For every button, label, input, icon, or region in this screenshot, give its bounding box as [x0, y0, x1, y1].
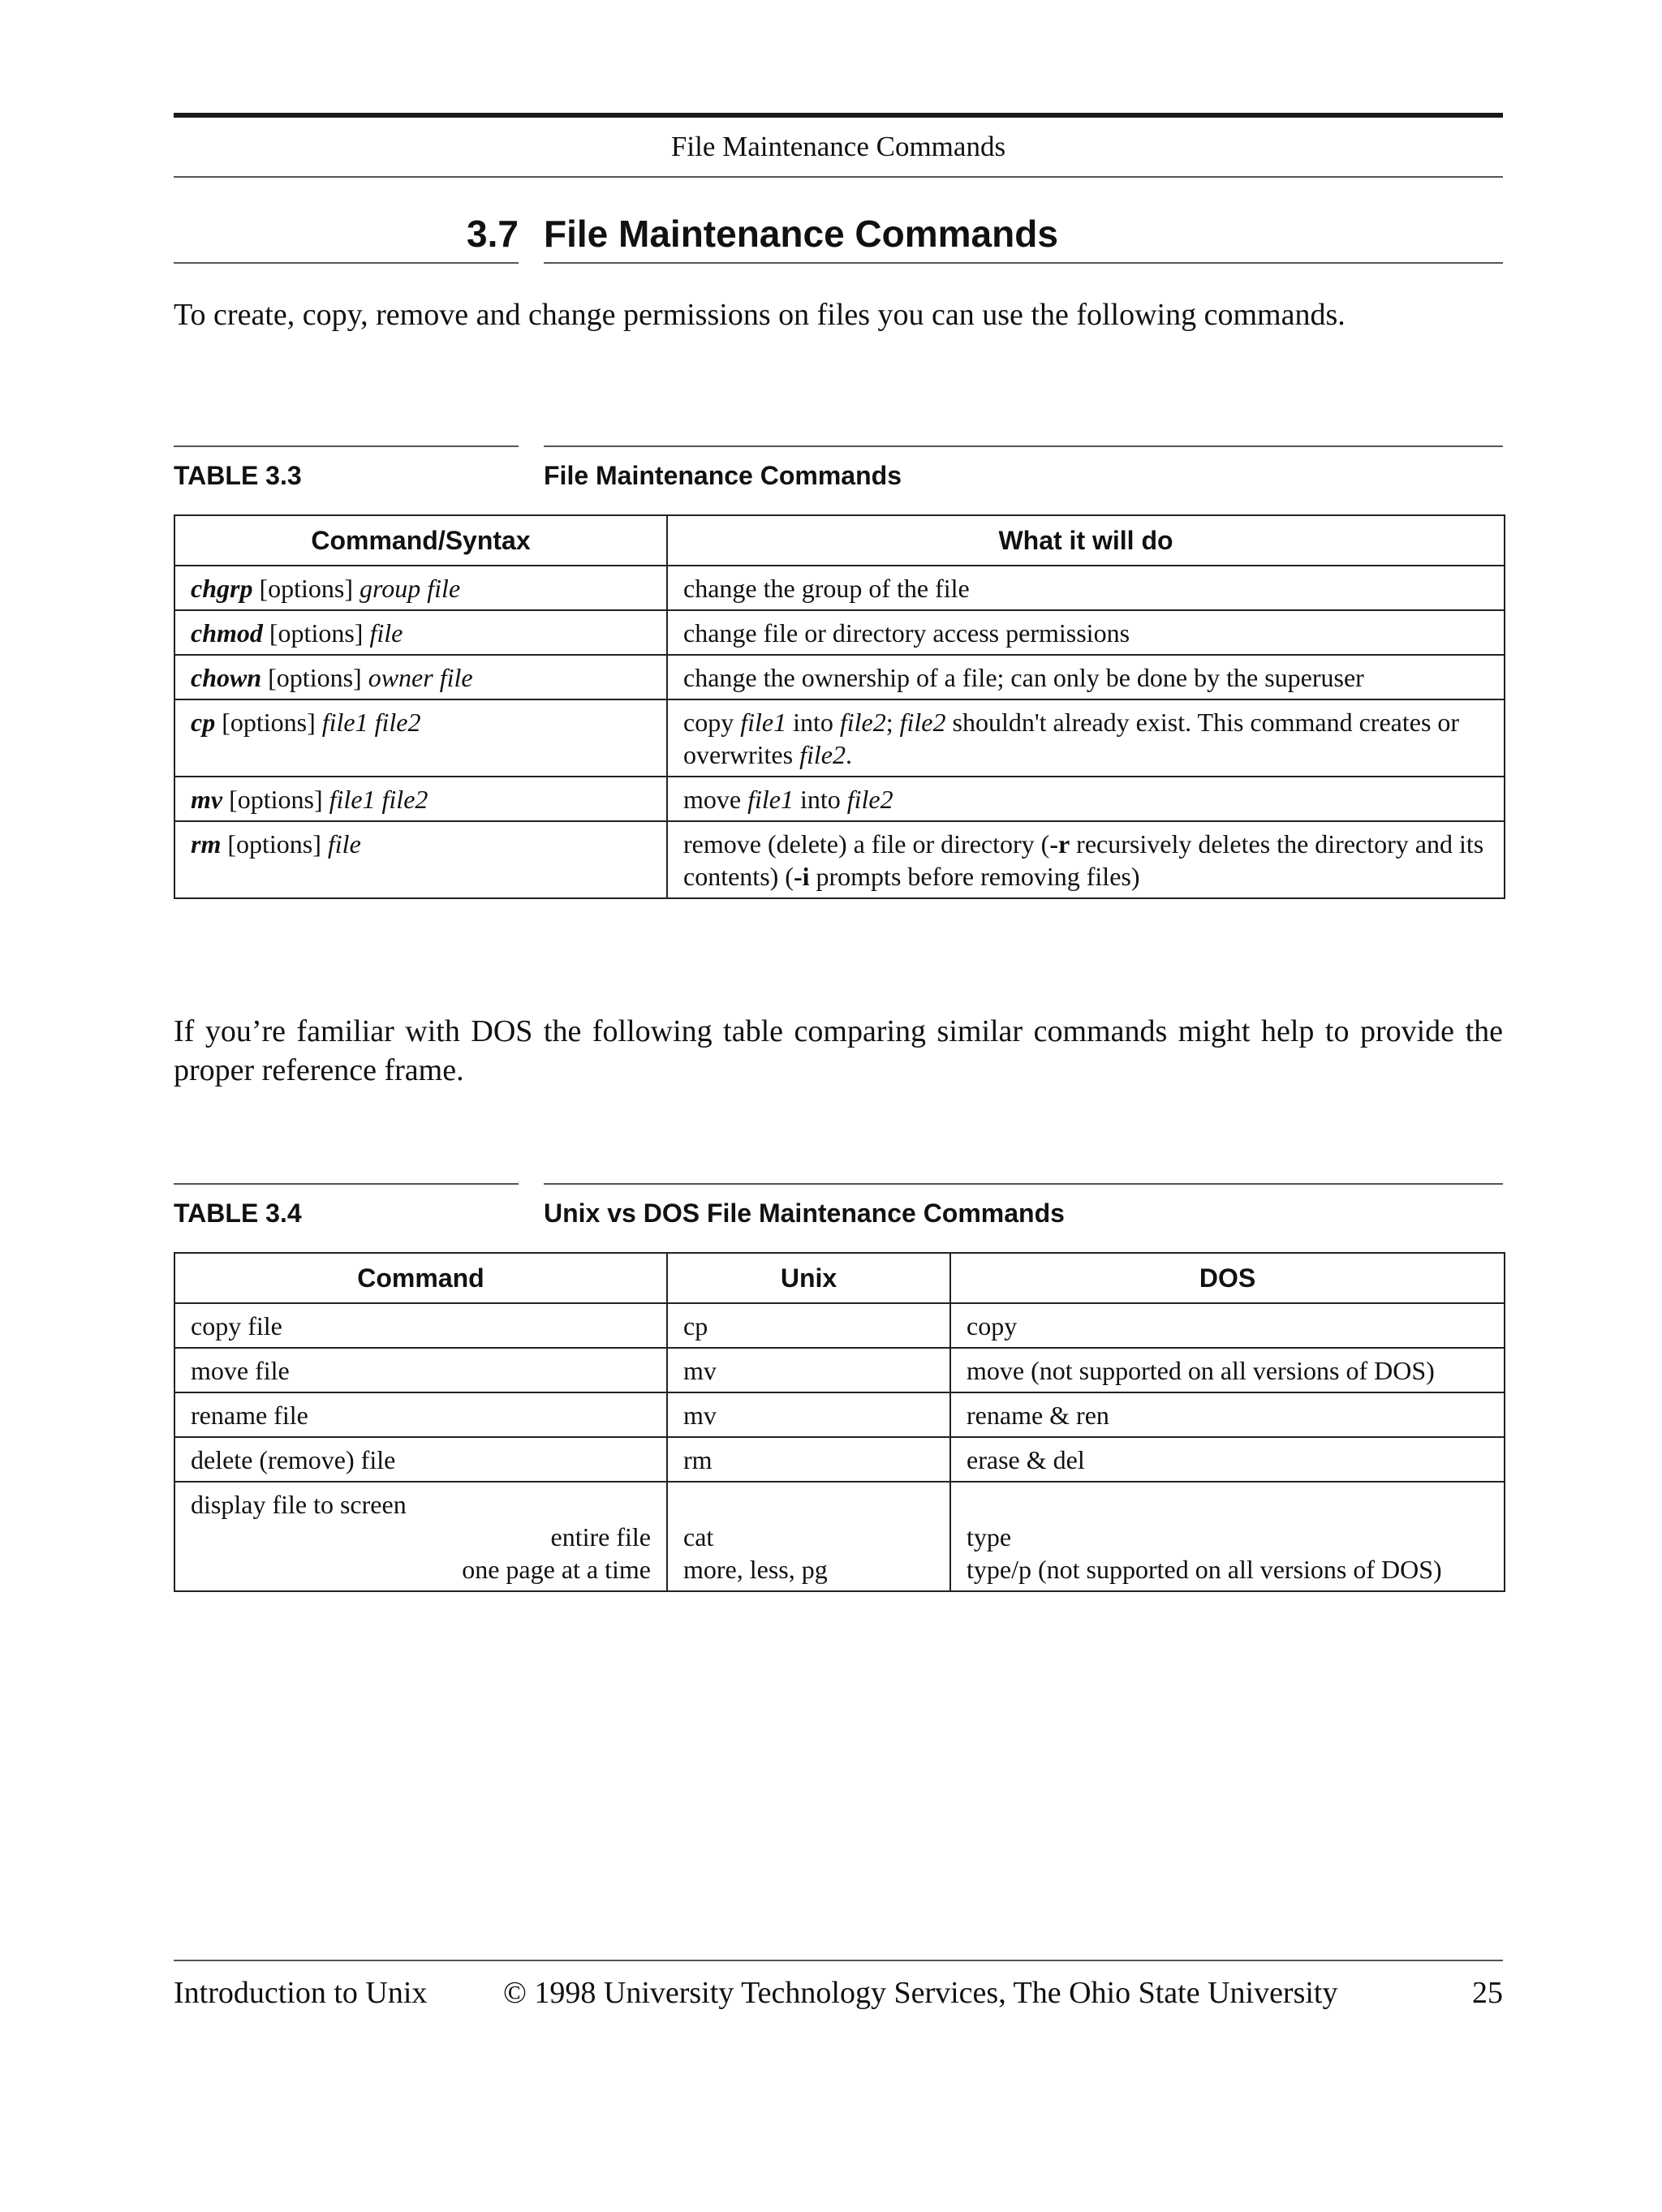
command-args: file1 file2: [321, 708, 421, 737]
table-label: TABLE 3.3: [174, 461, 302, 490]
unix-cell: mv: [667, 1392, 950, 1437]
table-title: Unix vs DOS File Maintenance Commands: [544, 1199, 1065, 1228]
description-cell: [667, 821, 1505, 898]
column-header: DOS: [950, 1253, 1505, 1303]
table-row: [174, 610, 1505, 655]
unix-cell: rm: [667, 1437, 950, 1482]
table-row: [174, 566, 1505, 610]
caption-rule-left: [174, 445, 519, 447]
column-header: Command/Syntax: [174, 515, 667, 566]
column-header: Command: [174, 1253, 667, 1303]
section-rule-right: [544, 262, 1503, 264]
unix-vs-dos-table: [174, 1252, 1505, 1592]
command-args: file: [369, 618, 403, 648]
desc-text: copy: [683, 708, 741, 737]
dos-cell: copy: [950, 1303, 1505, 1348]
display-sub-label: entire file: [550, 1522, 651, 1551]
display-unix: more, less, pg: [683, 1555, 828, 1584]
file-maintenance-table: [174, 514, 1505, 899]
table-row: [174, 821, 1505, 898]
desc-text: ;: [885, 708, 900, 737]
unix-cell: mv: [667, 1348, 950, 1392]
description-cell: change the group of the file: [667, 566, 1505, 610]
table-header-row: [174, 1253, 1505, 1303]
display-unix: cat: [683, 1522, 714, 1551]
desc-arg: file2: [799, 740, 846, 769]
section-number: 3.7: [467, 213, 519, 255]
command-cell: move file: [174, 1348, 667, 1392]
desc-text: recursively deletes the directory and its contents) (: [683, 829, 1484, 891]
desc-text: remove (delete) a file or directory (: [683, 829, 1050, 859]
command-cell: rename file: [174, 1392, 667, 1437]
command-cell: delete (remove) file: [174, 1437, 667, 1482]
description-cell: change file or directory access permissions: [667, 610, 1505, 655]
section-rule-left: [174, 262, 519, 264]
table-header-row: [174, 515, 1505, 566]
command-name: mv: [191, 785, 223, 814]
display-command: display file to screen: [191, 1490, 407, 1519]
header-top-rule: [174, 113, 1503, 118]
desc-arg: file2: [839, 708, 886, 737]
syntax-cell: [174, 777, 667, 821]
dos-cell: erase & del: [950, 1437, 1505, 1482]
intro-paragraph: To create, copy, remove and change permissions on files you can use the following commands.: [174, 298, 1346, 332]
dos-cell: [950, 1482, 1505, 1591]
command-name: chmod: [191, 618, 263, 648]
footer-book-title: Introduction to Unix: [174, 1976, 428, 2010]
command-args: file1 file2: [329, 785, 428, 814]
spacer: [967, 1488, 1488, 1521]
desc-flag: -r: [1049, 829, 1070, 859]
description-cell: [667, 777, 1505, 821]
section-title: File Maintenance Commands: [544, 213, 1058, 255]
display-dos: type/p (not supported on all versions of DOS): [967, 1555, 1442, 1584]
desc-arg: file2: [899, 708, 946, 737]
command-args: group file: [360, 574, 461, 603]
command-args: owner file: [368, 663, 473, 692]
table-title: File Maintenance Commands: [544, 461, 902, 490]
command-options: [options]: [262, 618, 370, 648]
table-row: [174, 1437, 1505, 1482]
caption-rule-right: [544, 445, 1503, 447]
dos-cell: move (not supported on all versions of DOS): [950, 1348, 1505, 1392]
command-options: [options]: [252, 574, 360, 603]
command-name: rm: [191, 829, 222, 859]
header-rule: [174, 176, 1503, 178]
desc-text: prompts before removing files): [809, 862, 1140, 891]
desc-flag: -i: [793, 862, 810, 891]
description-cell: [667, 699, 1505, 777]
caption-rule-left: [174, 1183, 519, 1185]
table-row: [174, 777, 1505, 821]
table-row: [174, 699, 1505, 777]
desc-text: shouldn't already exist. This command creates or overwrites: [683, 708, 1460, 769]
table-row: [174, 1392, 1505, 1437]
syntax-cell: [174, 699, 667, 777]
display-sub-label: one page at a time: [462, 1555, 651, 1584]
command-cell: [174, 1482, 667, 1591]
display-dos: type: [967, 1522, 1012, 1551]
desc-text: .: [845, 740, 852, 769]
dos-paragraph: If you’re familiar with DOS the following table comparing similar commands might help to provide the proper reference frame.: [174, 1014, 1503, 1087]
table-row: [174, 1482, 1505, 1591]
running-header: File Maintenance Commands: [670, 131, 1006, 162]
spacer: [683, 1488, 934, 1521]
command-options: [options]: [261, 663, 368, 692]
table-label: TABLE 3.4: [174, 1199, 302, 1228]
footer-copyright: © 1998 University Technology Services, The Ohio State University: [503, 1976, 1338, 2010]
command-args: file: [327, 829, 361, 859]
desc-text: into: [786, 708, 840, 737]
dos-cell: rename & ren: [950, 1392, 1505, 1437]
command-name: chgrp: [191, 574, 253, 603]
page-number: 25: [1472, 1976, 1503, 2010]
syntax-cell: [174, 821, 667, 898]
table-row: [174, 1348, 1505, 1392]
command-name: chown: [191, 663, 262, 692]
desc-text: into: [793, 785, 847, 814]
unix-cell: cp: [667, 1303, 950, 1348]
caption-rule-right: [544, 1183, 1503, 1185]
command-name: cp: [191, 708, 216, 737]
table-row: [174, 655, 1505, 699]
unix-cell: [667, 1482, 950, 1591]
column-header: What it will do: [667, 515, 1505, 566]
desc-text: move: [683, 785, 748, 814]
desc-arg: file1: [740, 708, 787, 737]
command-options: [options]: [221, 829, 328, 859]
footer-rule: [174, 1960, 1503, 1961]
syntax-cell: [174, 655, 667, 699]
table-row: [174, 1303, 1505, 1348]
desc-arg: file2: [846, 785, 893, 814]
command-options: [options]: [215, 708, 322, 737]
syntax-cell: [174, 566, 667, 610]
command-cell: copy file: [174, 1303, 667, 1348]
syntax-cell: [174, 610, 667, 655]
command-options: [options]: [222, 785, 329, 814]
desc-arg: file1: [747, 785, 794, 814]
column-header: Unix: [667, 1253, 950, 1303]
description-cell: change the ownership of a file; can only be done by the superuser: [667, 655, 1505, 699]
